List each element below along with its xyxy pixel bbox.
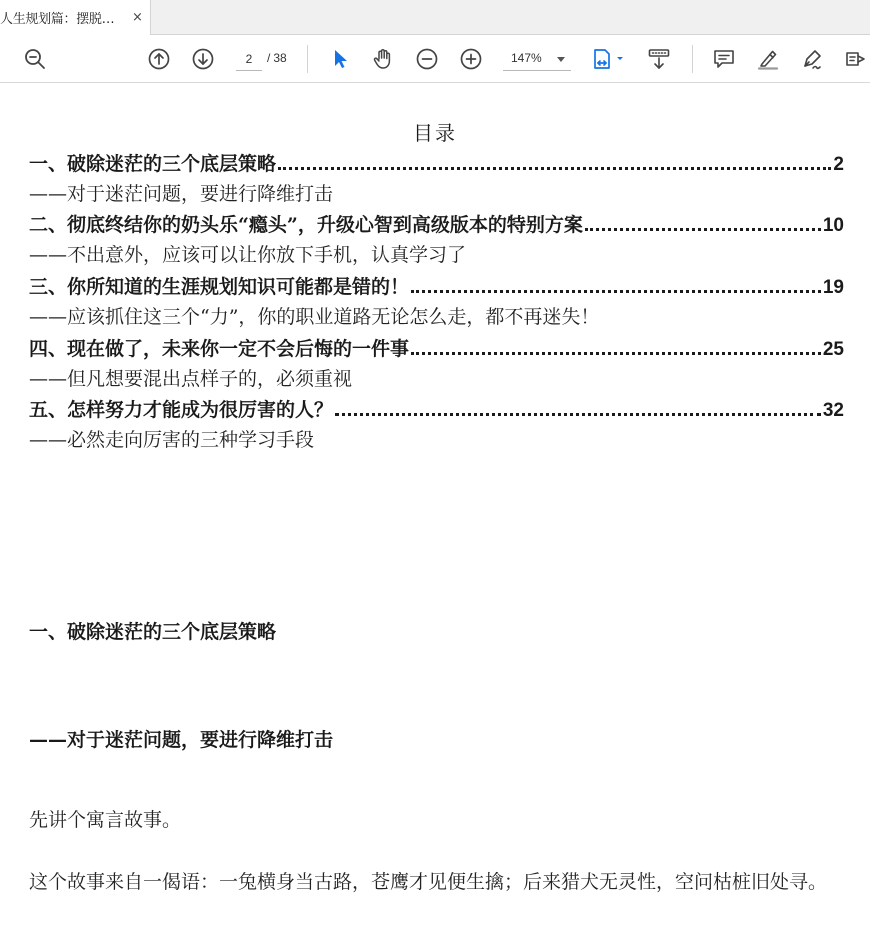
highlighter-icon[interactable] [755, 46, 781, 72]
arrow-up-circle-icon[interactable] [146, 46, 172, 72]
toc-entry[interactable] [29, 272, 844, 299]
toc-leader-dots [411, 290, 821, 293]
page-number-input[interactable] [236, 48, 262, 71]
body-paragraph: 这个故事来自一偈语：一兔横身当古路，苍鹰才见便生擒；后来猎犬无灵性，空问枯桩旧处寻。 [29, 871, 828, 893]
toc-entry-subtitle: ——但凡想要混出点样子的，必须重视 [29, 368, 353, 390]
toc-entry-title: 一、破除迷茫的三个底层策略 [29, 153, 277, 175]
toc-entry[interactable] [29, 395, 844, 422]
page-count: 38 [273, 51, 287, 65]
toolbar-divider [307, 45, 308, 73]
page-separator: / [267, 51, 271, 65]
magnifier-icon[interactable] [22, 46, 48, 72]
toc-entry-title: 二、彻底终结你的奶头乐“瘾头”，升级心智到高级版本的特别方案 [29, 214, 583, 236]
plus-circle-icon[interactable] [458, 46, 484, 72]
section-heading: 一、破除迷茫的三个底层策略 [29, 621, 277, 643]
toc-entry[interactable] [29, 334, 844, 361]
toc-title: 目录 [413, 121, 457, 145]
cursor-arrow-icon[interactable] [327, 46, 353, 72]
body-paragraph: 先讲个寓言故事。 [29, 809, 182, 831]
toolbar-divider [692, 45, 693, 73]
toc-entry-subtitle: ——不出意外，应该可以让你放下手机，认真学习了 [29, 244, 467, 266]
toc-entry-subtitle: ——应该抓住这三个“力”，你的职业道路无论怎么走，都不再迷失！ [29, 306, 600, 328]
section-subheading: ——对于迷茫问题，要进行降维打击 [29, 729, 334, 751]
toc-entry-title: 五、怎样努力才能成为很厉害的人？ [29, 399, 334, 421]
toc-entry[interactable] [29, 210, 844, 237]
toc-entry[interactable] [29, 149, 844, 176]
toc-entry-page: 25 [822, 339, 844, 360]
toc-entry-subtitle: ——对于迷茫问题，要进行降维打击 [29, 183, 334, 205]
share-edit-icon[interactable] [843, 46, 869, 72]
toc-entry-page: 32 [822, 400, 844, 421]
document-tab[interactable] [0, 0, 151, 35]
arrow-down-circle-icon[interactable] [190, 46, 216, 72]
toc-leader-dots [335, 413, 821, 416]
toc-entry-page: 19 [822, 277, 844, 298]
toc-leader-dots [585, 228, 821, 231]
page-total [267, 51, 287, 65]
hand-icon[interactable] [370, 46, 396, 72]
zoom-value: 147% [511, 51, 542, 65]
toc-entry-title: 三、你所知道的生涯规划知识可能都是错的！ [29, 276, 410, 298]
tab-bar [0, 0, 870, 35]
tab-title[interactable]: 人生规划篇：摆脱… [0, 12, 115, 27]
toolbar [0, 35, 870, 83]
chevron-down-icon [557, 57, 565, 62]
zoom-dropdown[interactable] [503, 48, 571, 71]
toc-leader-dots [278, 167, 831, 170]
toc-leader-dots [411, 352, 821, 355]
tab-close-icon[interactable]: × [132, 10, 143, 25]
toc-entry-subtitle: ——必然走向厉害的三种学习手段 [29, 429, 315, 451]
fit-page-icon[interactable] [590, 46, 626, 72]
toc-entry-page: 10 [822, 215, 844, 236]
scroll-mode-icon[interactable] [646, 46, 672, 72]
pen-sign-icon[interactable] [799, 46, 825, 72]
toc-entry-page: 2 [833, 154, 844, 175]
toc-entry-title: 四、现在做了，未来你一定不会后悔的一件事 [29, 338, 410, 360]
document-page[interactable] [0, 83, 870, 952]
minus-circle-icon[interactable] [414, 46, 440, 72]
comment-icon[interactable] [711, 46, 737, 72]
